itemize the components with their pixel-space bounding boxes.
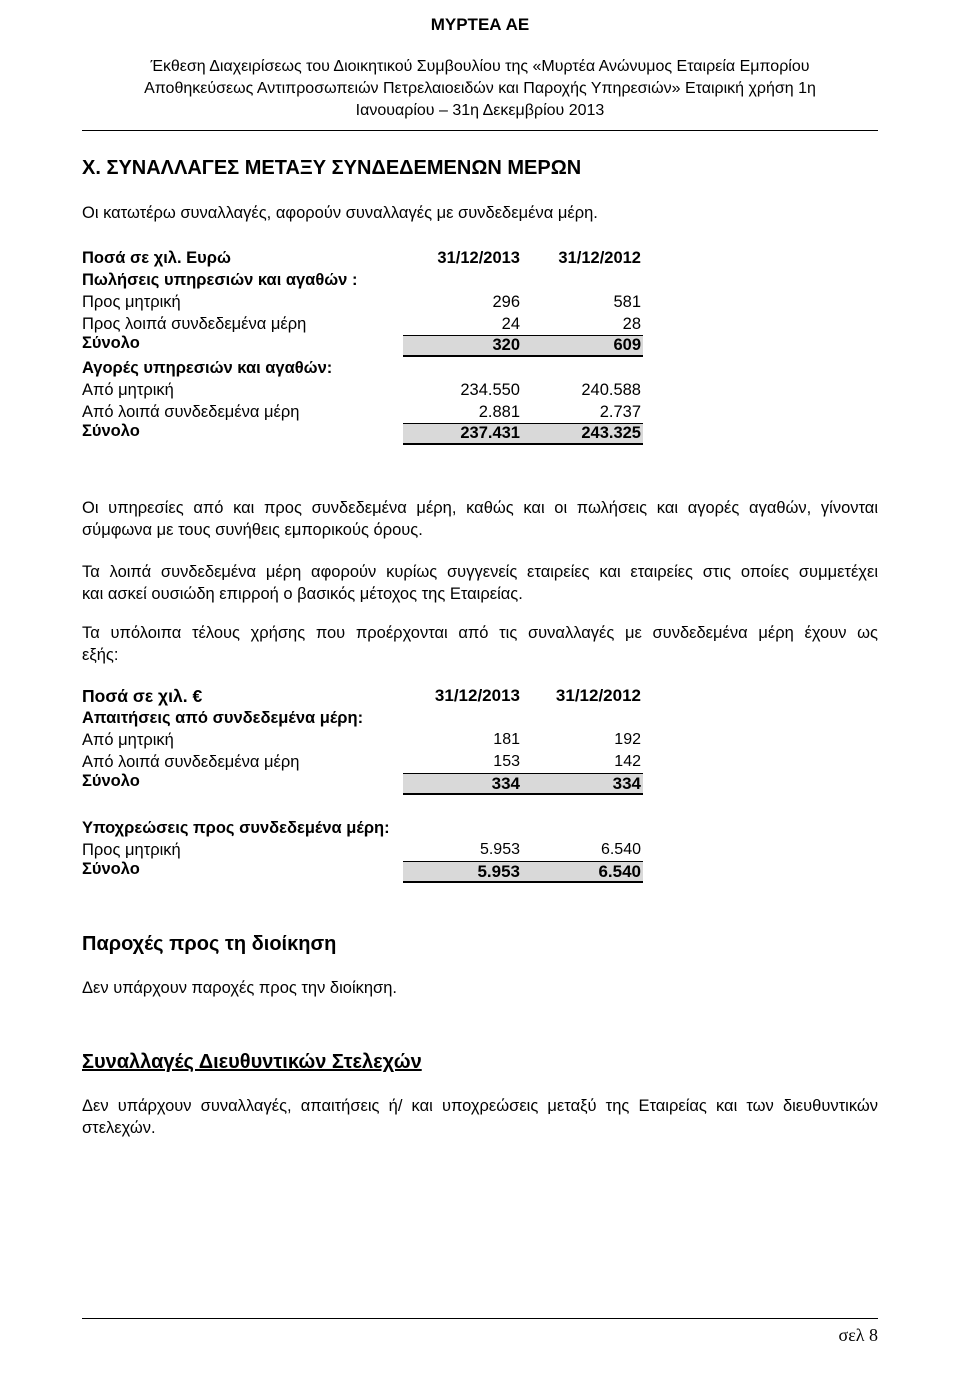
row-label: Από λοιπά συνδεδεμένα μέρη: [82, 403, 300, 421]
report-title: [0, 56, 960, 122]
column-header-2012: 31/12/2012: [555, 686, 641, 705]
value-2012: 192: [614, 731, 641, 748]
total-value-2012: 243.325: [581, 424, 641, 442]
value-2012: 6.540: [600, 841, 641, 858]
table-row: [82, 291, 643, 313]
paragraph-line: στελεχών.: [82, 1119, 156, 1137]
total-value-2013: 5.953: [477, 862, 520, 881]
footer-rule: [82, 1318, 878, 1319]
total-row: [82, 773, 643, 795]
row-label: Από μητρική: [82, 731, 174, 749]
row-label: Προς λοιπά συνδεδεμένα μέρη: [82, 315, 307, 333]
group-heading-purchases: [82, 357, 643, 379]
row-label: Από μητρική: [82, 381, 174, 399]
paragraph-line: εξής:: [82, 646, 119, 664]
total-box: [403, 861, 643, 883]
total-value-2013: 237.431: [460, 424, 520, 442]
table-unit-label: Ποσά σε χιλ. €: [82, 686, 203, 706]
page-number: σελ 8: [838, 1325, 878, 1345]
row-label: Προς μητρική: [82, 293, 181, 311]
total-box: [403, 773, 643, 795]
value-2013: 5.953: [479, 841, 520, 858]
value-2013: 181: [493, 731, 520, 748]
total-value-2012: 6.540: [598, 862, 641, 881]
value-2012: 581: [613, 293, 641, 311]
table-header-row: [82, 247, 643, 269]
total-box: [403, 335, 643, 357]
row-label: Προς μητρική: [82, 841, 181, 859]
report-title-line: Ιανουαρίου – 31η Δεκεμβρίου 2013: [355, 102, 605, 119]
paragraph-line: Τα υπόλοιπα τέλους χρήσης που προέρχονται από τις συναλλαγές με συνδεδεμένα μέρη έχουν ως: [82, 624, 878, 642]
column-header-2012: 31/12/2012: [558, 249, 641, 267]
total-value-2013: 334: [491, 774, 520, 793]
total-box: [403, 423, 643, 445]
balances-table: [82, 685, 643, 883]
management-benefits-text: Δεν υπάρχουν παροχές προς την διοίκηση.: [82, 979, 397, 997]
value-2012: 240.588: [581, 381, 641, 399]
total-value-2013: 320: [492, 336, 520, 354]
group-heading-payables: [82, 817, 643, 839]
table-row: [82, 379, 643, 401]
group-heading-label: Υποχρεώσεις προς συνδεδεμένα μέρη:: [82, 819, 390, 837]
executive-transactions-text: [82, 1095, 878, 1139]
total-row: [82, 335, 643, 357]
report-title-line: Έκθεση Διαχειρίσεως του Διοικητικού Συμβουλίου της «Μυρτέα Ανώνυμος Εταιρεία Εμπορίου: [150, 58, 810, 75]
total-label: Σύνολο: [82, 772, 140, 790]
total-value-2012: 334: [612, 774, 641, 793]
paragraph-line: Τα λοιπά συνδεδεμένα μέρη αφορούν κυρίως συγγενείς εταιρείες και εταιρείες στις οποίες συμμετέχει: [82, 563, 878, 581]
table-header-row: [82, 685, 643, 707]
group-heading-label: Πωλήσεις υπηρεσιών και αγαθών :: [82, 271, 358, 289]
total-label: Σύνολο: [82, 860, 140, 878]
section-title: X. ΣΥΝΑΛΛΑΓΕΣ ΜΕΤΑΞΥ ΣΥΝΔΕΔΕΜΕΝΩΝ ΜΕΡΩΝ: [82, 157, 582, 179]
paragraph-balances: [82, 622, 878, 666]
report-title-line: Αποθηκεύσεως Αντιπροσωπειών Πετρελαιοειδών και Παροχής Υπηρεσιών» Εταιρική χρήση 1η: [144, 80, 816, 97]
group-heading-sales: [82, 269, 643, 291]
total-label: Σύνολο: [82, 334, 140, 352]
value-2013: 296: [492, 293, 520, 311]
table-spacer: [82, 795, 643, 817]
intro-text: Οι κατωτέρω συναλλαγές, αφορούν συναλλαγές με συνδεδεμένα μέρη.: [82, 204, 598, 222]
table-row: [82, 729, 643, 751]
table-unit-label: Ποσά σε χιλ. Ευρώ: [82, 249, 231, 267]
group-heading-receivables: [82, 707, 643, 729]
column-header-2013: 31/12/2013: [437, 249, 520, 267]
value-2012: 142: [614, 753, 641, 770]
header-rule: [82, 130, 878, 131]
value-2013: 234.550: [460, 381, 520, 399]
subheading-management-benefits: Παροχές προς τη διοίκηση: [82, 933, 337, 955]
group-heading-label: Απαιτήσεις από συνδεδεμένα μέρη:: [82, 709, 364, 727]
paragraph-line: και ασκεί ουσιώδη επιρροή ο βασικός μέτοχος της Εταιρείας.: [82, 585, 523, 603]
value-2012: 28: [622, 315, 641, 333]
total-row: [82, 861, 643, 883]
total-row: [82, 423, 643, 445]
total-value-2012: 609: [613, 336, 641, 354]
value-2012: 2.737: [599, 403, 641, 421]
subheading-executive-transactions: Συναλλαγές Διευθυντικών Στελεχών: [82, 1051, 422, 1073]
company-name: ΜΥΡΤΕΑ ΑΕ: [430, 15, 530, 34]
transactions-table: [82, 247, 643, 445]
total-label: Σύνολο: [82, 422, 140, 440]
column-header-2013: 31/12/2013: [434, 686, 520, 705]
row-label: Από λοιπά συνδεδεμένα μέρη: [82, 753, 300, 771]
paragraph-line: Δεν υπάρχουν συναλλαγές, απαιτήσεις ή/ και υποχρεώσεις μεταξύ της Εταιρείας και των διευθυντικών: [82, 1097, 878, 1115]
value-2013: 153: [493, 753, 520, 770]
paragraph-related-parties: [82, 561, 878, 605]
paragraph-terms: [82, 497, 878, 541]
value-2013: 24: [501, 315, 520, 333]
paragraph-line: σύμφωνα με τους συνήθεις εμπορικούς όρους.: [82, 521, 423, 539]
value-2013: 2.881: [478, 403, 520, 421]
paragraph-line: Οι υπηρεσίες από και προς συνδεδεμένα μέρη, καθώς και οι πωλήσεις και αγορές αγαθών, γίνονται: [82, 499, 878, 517]
group-heading-label: Αγορές υπηρεσιών και αγαθών:: [82, 359, 333, 377]
